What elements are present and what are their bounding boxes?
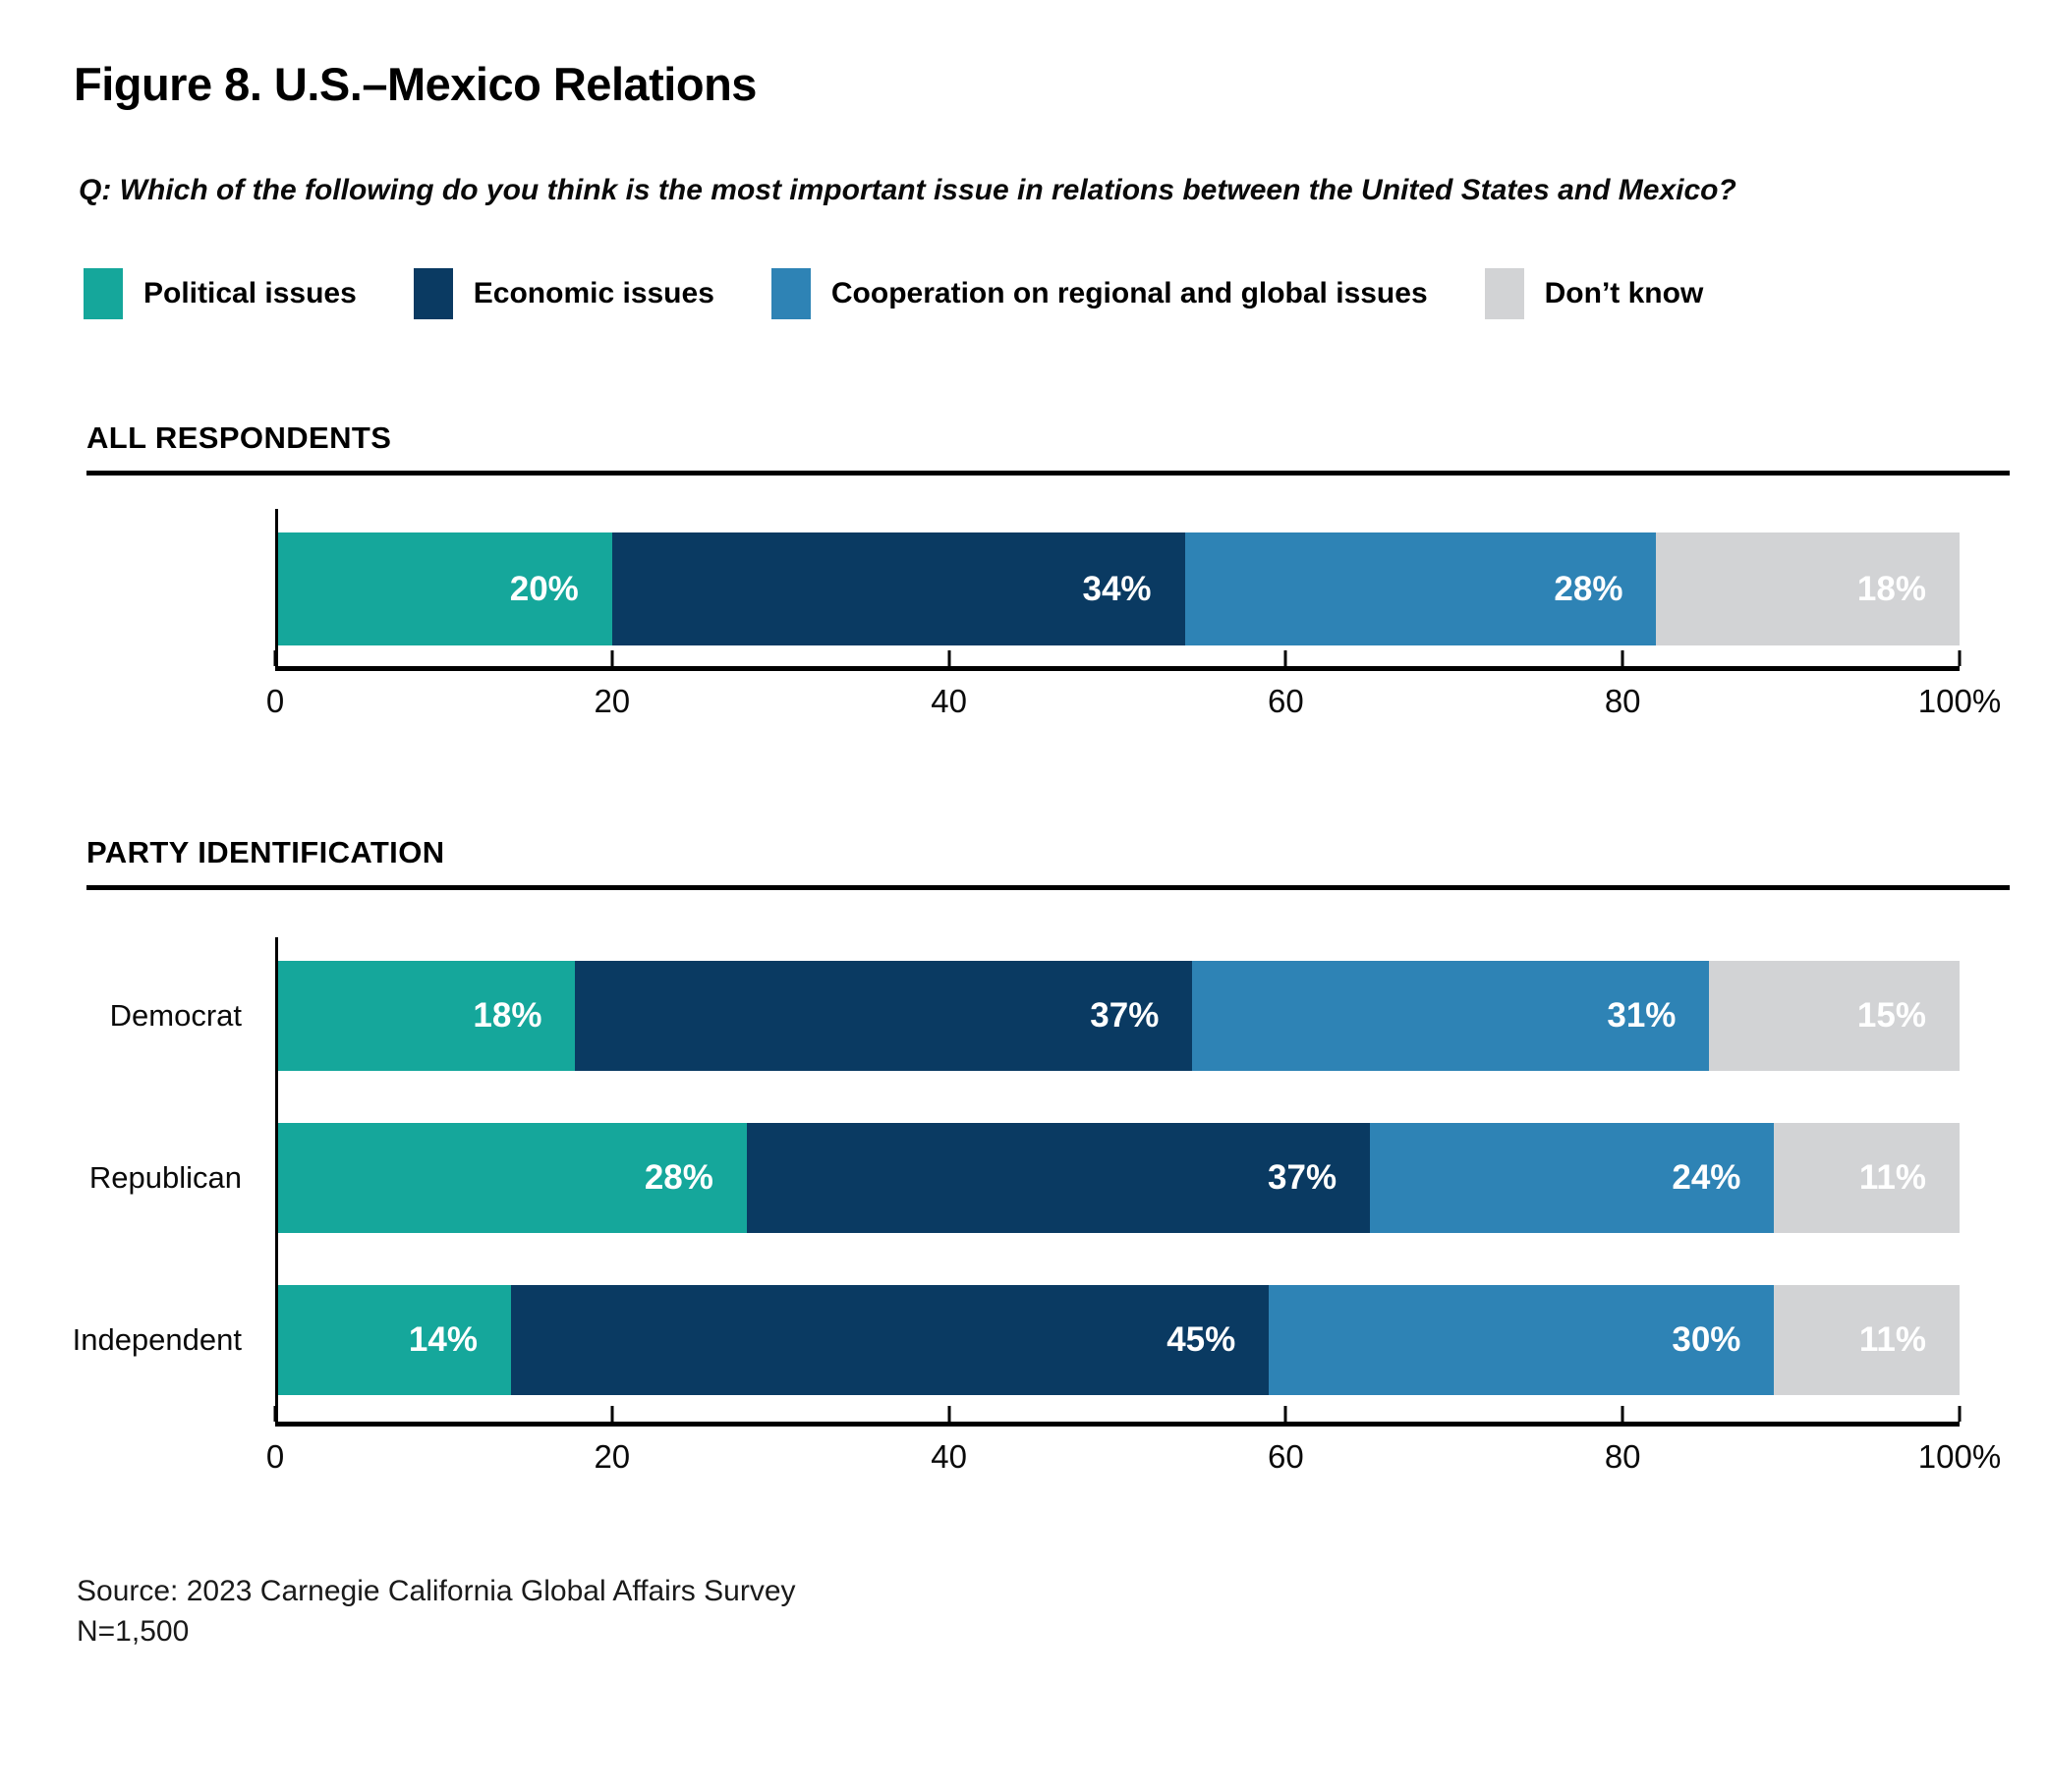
sample-size: N=1,500 xyxy=(77,1615,190,1649)
x-axis-tick-labels xyxy=(265,671,2002,725)
x-axis-ticks xyxy=(275,1395,1960,1422)
bar-segment xyxy=(275,1285,511,1395)
axis-tick xyxy=(1284,1406,1287,1422)
bar-row xyxy=(275,532,1960,645)
bar-segment xyxy=(1370,1123,1774,1233)
axis-tick xyxy=(610,1406,613,1422)
source-line: Source: 2023 Carnegie California Global Affairs Survey xyxy=(77,1575,796,1607)
legend-item xyxy=(414,268,714,319)
all-respondents-chart xyxy=(265,532,2002,725)
legend xyxy=(84,268,2010,319)
legend-label: Political issues xyxy=(143,277,357,309)
axis-tick-label: 100% xyxy=(1917,683,2002,719)
bar-row xyxy=(88,1123,1960,1233)
segment-value-label: 37% xyxy=(1268,1158,1337,1197)
bar-segment xyxy=(575,961,1192,1071)
segment-value-label: 18% xyxy=(473,996,542,1035)
segment-value-label: 14% xyxy=(408,1320,478,1359)
axis-tick-label: 40 xyxy=(931,683,967,719)
category-label: Democrat xyxy=(109,998,242,1033)
axis-tick xyxy=(1284,650,1287,666)
legend-label: Cooperation on regional and global issues xyxy=(830,277,1428,309)
legend-item xyxy=(1485,268,1704,319)
section-title-party-identification: PARTY IDENTIFICATION xyxy=(86,835,2010,890)
bar-row xyxy=(109,961,1960,1071)
axis-tick xyxy=(1959,1406,1962,1422)
axis-tick-label: 80 xyxy=(1604,1438,1641,1475)
segment-value-label: 34% xyxy=(1082,569,1152,608)
axis-tick-label: 100% xyxy=(1917,1438,2002,1475)
axis-tick-label: 40 xyxy=(931,1438,967,1475)
legend-item xyxy=(84,268,357,319)
segment-value-label: 30% xyxy=(1672,1320,1741,1359)
bar-segment xyxy=(511,1285,1269,1395)
axis-tick xyxy=(947,1406,950,1422)
legend-label: Economic issues xyxy=(473,277,714,309)
segment-value-label: 45% xyxy=(1166,1320,1236,1359)
segment-value-label: 11% xyxy=(1858,1320,1926,1359)
bar-segment xyxy=(1709,961,1960,1071)
axis-tick-label: 60 xyxy=(1268,683,1304,719)
axis-tick-label: 80 xyxy=(1604,683,1641,719)
axis-tick xyxy=(1621,650,1624,666)
bar-segment xyxy=(1774,1123,1960,1233)
axis-tick-label: 20 xyxy=(594,683,631,719)
chart-section-all-respondents xyxy=(86,420,2010,725)
axis-tick-label: 60 xyxy=(1268,1438,1304,1475)
y-axis-line xyxy=(275,509,278,671)
segment-value-label: 11% xyxy=(1858,1158,1926,1197)
source-note xyxy=(77,1571,2010,1652)
bar-segment xyxy=(1656,532,1960,645)
legend-swatch-icon xyxy=(84,268,123,319)
bar-segment xyxy=(747,1123,1370,1233)
party-identification-chart xyxy=(72,961,2002,1481)
bars-container xyxy=(72,961,1960,1395)
axis-tick xyxy=(1959,650,1962,666)
segment-value-label: 18% xyxy=(1856,569,1926,608)
bars-container xyxy=(275,532,1960,645)
segment-value-label: 24% xyxy=(1672,1158,1741,1197)
segment-value-label: 20% xyxy=(509,569,579,608)
legend-swatch-icon xyxy=(1485,268,1524,319)
axis-tick xyxy=(610,650,613,666)
axis-tick xyxy=(947,650,950,666)
y-axis-line xyxy=(275,937,278,1427)
x-axis-tick-labels xyxy=(265,1427,2002,1481)
bar-segment xyxy=(1185,532,1657,645)
segment-value-label: 28% xyxy=(1554,569,1623,608)
category-label: Independent xyxy=(72,1322,242,1357)
segment-value-label: 15% xyxy=(1856,996,1926,1035)
axis-tick-label: 20 xyxy=(594,1438,631,1475)
bar-segment xyxy=(275,1123,747,1233)
section-title-all-respondents: ALL RESPONDENTS xyxy=(86,420,2010,476)
legend-label: Don’t know xyxy=(1544,277,1704,309)
legend-swatch-icon xyxy=(771,268,811,319)
bar-segment xyxy=(1192,961,1709,1071)
segment-value-label: 28% xyxy=(644,1158,713,1197)
bar-segment xyxy=(1269,1285,1774,1395)
bar-segment xyxy=(275,532,612,645)
legend-swatch-icon xyxy=(414,268,453,319)
axis-tick-label: 0 xyxy=(265,683,285,719)
segment-value-label: 37% xyxy=(1090,996,1160,1035)
segment-value-label: 31% xyxy=(1607,996,1677,1035)
axis-tick-label: 0 xyxy=(265,1438,285,1475)
bar-row xyxy=(72,1285,1960,1395)
bar-segment xyxy=(275,961,575,1071)
bar-segment xyxy=(1774,1285,1960,1395)
figure-title: Figure 8. U.S.–Mexico Relations xyxy=(74,58,757,110)
chart-section-party-identification xyxy=(72,835,2010,1481)
survey-question: Q: Which of the following do you think is the most important issue in relations between the United States and Mexico? xyxy=(79,174,1736,206)
axis-tick xyxy=(1621,1406,1624,1422)
legend-item xyxy=(771,268,1428,319)
x-axis-ticks xyxy=(275,645,1960,666)
bar-segment xyxy=(612,532,1185,645)
category-label: Republican xyxy=(88,1160,242,1195)
